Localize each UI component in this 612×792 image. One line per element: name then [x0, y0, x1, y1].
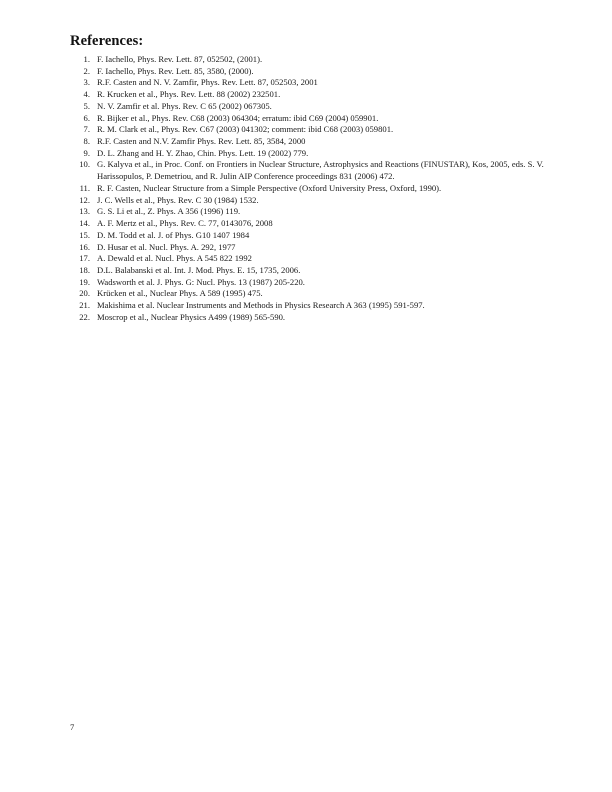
reference-entry: [70, 101, 570, 113]
reference-number: 10.: [79, 159, 90, 170]
reference-number: 1.: [83, 54, 90, 64]
reference-entry: [70, 136, 570, 148]
reference-text: R. Bijker et al., Phys. Rev. C68 (2003) 064304; erratum: ibid C69 (2004) 059901.: [97, 112, 379, 123]
reference-text: G. S. Li et al., Z. Phys. A 356 (1996) 119.: [97, 206, 241, 217]
reference-text: A. F. Mertz et al., Phys. Rev. C. 77, 0143076, 2008: [97, 218, 273, 229]
reference-text: Makishima et al. Nuclear Instruments and Methods in Physics Research A 363 (1995) 591-597.: [97, 300, 425, 311]
reference-number: 9.: [83, 147, 90, 158]
reference-text: Krücken et al., Nuclear Phys. A 589 (1995) 475.: [97, 288, 263, 299]
reference-entry: [70, 148, 570, 160]
reference-entry: [70, 253, 570, 265]
reference-entry: [70, 288, 570, 300]
reference-entry: [70, 54, 570, 66]
reference-number: 11.: [79, 182, 90, 193]
reference-number: 13.: [79, 206, 90, 217]
reference-entry: [70, 218, 570, 230]
reference-text: Wadsworth et al. J. Phys. G: Nucl. Phys. 13 (1987) 205-220.: [97, 276, 305, 287]
reference-entry: [70, 206, 570, 218]
reference-number: 20.: [79, 288, 90, 299]
reference-entry: [70, 124, 570, 136]
reference-number: 17.: [79, 253, 90, 264]
reference-text: D.L. Balabanski et al. Int. J. Mod. Phys. E. 15, 1735, 2006.: [97, 264, 301, 275]
reference-entry: [70, 77, 570, 89]
reference-entry: [70, 89, 570, 101]
reference-text: J. C. Wells et al., Phys. Rev. C 30 (1984) 1532.: [97, 194, 259, 205]
reference-entry: [70, 183, 570, 195]
reference-entry: [70, 66, 570, 78]
reference-entry: [70, 230, 570, 242]
reference-list: [70, 54, 570, 324]
reference-text: R.F. Casten and N.V. Zamfir Phys. Rev. Lett. 85, 3584, 2000: [97, 136, 306, 147]
reference-entry: [70, 277, 570, 289]
reference-number: 6.: [83, 112, 90, 123]
reference-number: 5.: [83, 100, 90, 111]
page-number: 7: [70, 722, 75, 732]
reference-text: R.F. Casten and N. V. Zamfir, Phys. Rev. Lett. 87, 052503, 2001: [97, 77, 318, 88]
reference-entry: [70, 113, 570, 125]
reference-text: R. Krucken et al., Phys. Rev. Lett. 88 (2002) 232501.: [97, 89, 281, 100]
reference-number: 3.: [83, 77, 90, 88]
reference-entry: [70, 159, 570, 182]
reference-text: Moscrop et al., Nuclear Physics A499 (1989) 565-590.: [97, 311, 286, 322]
reference-text: F. Iachello, Phys. Rev. Lett. 85, 3580, (2000).: [97, 65, 254, 76]
reference-number: 16.: [79, 241, 90, 252]
page-title: References:: [70, 33, 144, 49]
reference-number: 4.: [83, 89, 90, 100]
reference-text: G. Kalyva et al., in Proc. Conf. on Frontiers in Nuclear Structure, Astrophysics and Reactions (FINUSTAR), Kos, 2005, eds. S. V. Harissopulos, P. Demetriou, and R. Julin AIP Conference proceedings 831 (2006) 472.: [97, 159, 544, 182]
reference-entry: [70, 242, 570, 254]
reference-number: 2.: [83, 65, 90, 76]
reference-number: 7.: [83, 124, 90, 135]
reference-entry: [70, 300, 570, 312]
reference-text: R. F. Casten, Nuclear Structure from a Simple Perspective (Oxford University Press, Oxford, 1990).: [97, 182, 442, 193]
reference-number: 8.: [83, 136, 90, 147]
reference-number: 15.: [79, 229, 90, 240]
reference-text: D. Husar et al. Nucl. Phys. A. 292, 1977: [97, 241, 236, 252]
reference-number: 18.: [79, 264, 90, 275]
reference-number: 19.: [79, 276, 90, 287]
reference-text: D. M. Todd et al. J. of Phys. G10 1407 1984: [97, 229, 250, 240]
reference-entry: [70, 265, 570, 277]
reference-entry: [70, 195, 570, 207]
reference-text: N. V. Zamfir et al. Phys. Rev. C 65 (2002) 067305.: [97, 100, 272, 111]
reference-text: F. Iachello, Phys. Rev. Lett. 87, 052502, (2001).: [97, 54, 263, 64]
reference-number: 22.: [79, 311, 90, 322]
reference-text: R. M. Clark et al., Phys. Rev. C67 (2003) 041302; comment: ibid C68 (2003) 059801.: [97, 124, 394, 135]
reference-text: A. Dewald et al. Nucl. Phys. A 545 822 1992: [97, 253, 252, 264]
reference-entry: [70, 312, 570, 324]
reference-number: 12.: [79, 194, 90, 205]
reference-number: 14.: [79, 218, 90, 229]
reference-text: D. L. Zhang and H. Y. Zhao, Chin. Phys. Lett. 19 (2002) 779.: [97, 147, 309, 158]
reference-number: 21.: [79, 300, 90, 311]
